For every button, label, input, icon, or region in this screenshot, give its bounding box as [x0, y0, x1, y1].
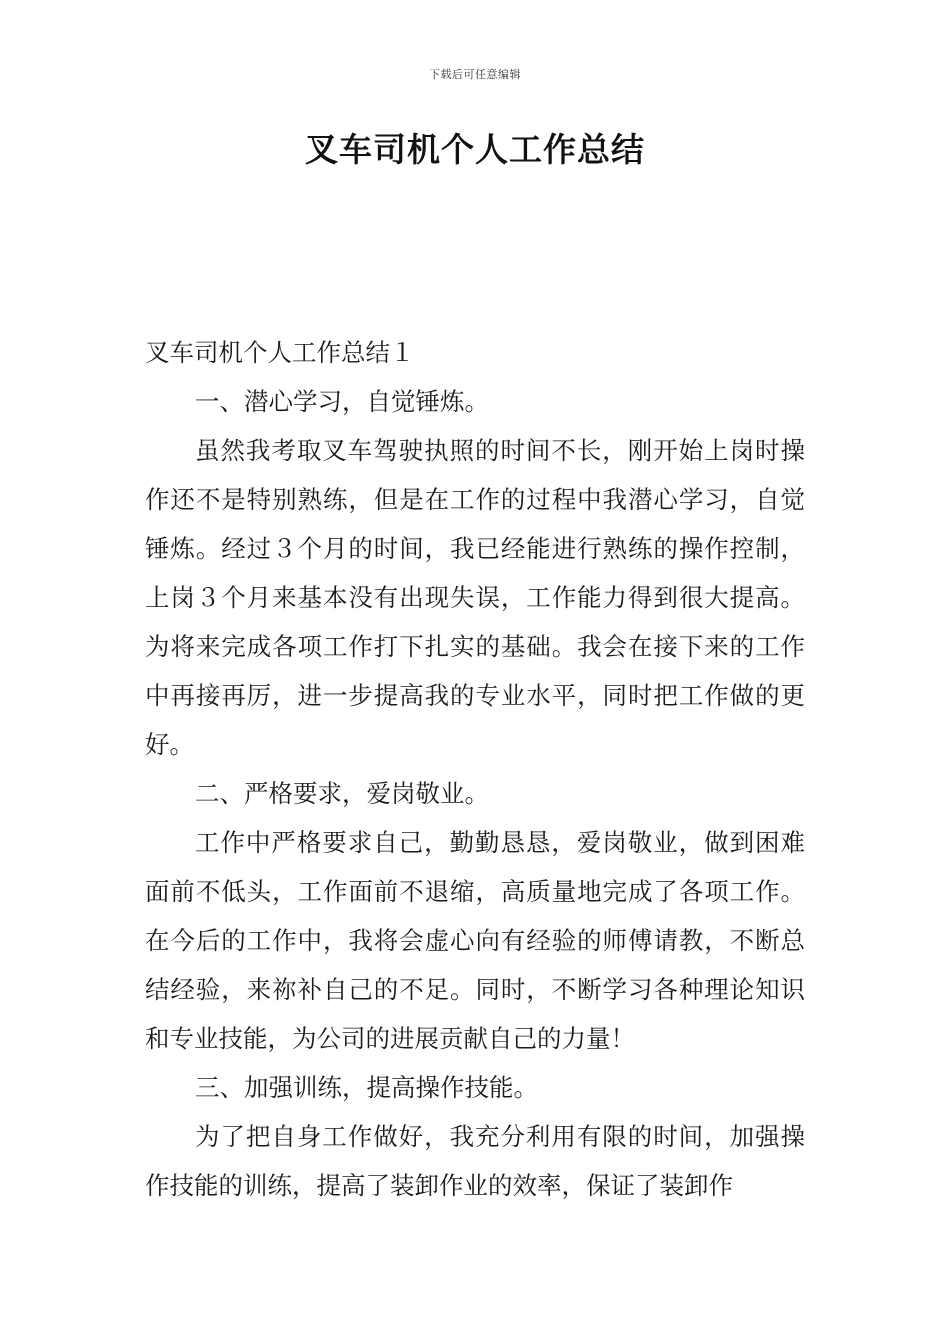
paragraph-3: 为了把自身工作做好，我充分利用有限的时间，加强操作技能的训练，提高了装卸作业的效率，保证了装卸作 [145, 1122, 805, 1200]
subheading-2: 二、严格要求，爱岗敬业。 [195, 779, 489, 808]
subheading-3: 三、加强训练，提高操作技能。 [195, 1073, 538, 1102]
paragraph-1: 虽然我考取叉车驾驶执照的时间不长，刚开始上岗时操作还不是特别熟练，但是在工作的过程中我潜心学习，自觉锤炼。经过３个月的时间，我已经能进行熟练的操作控制，上岗３个月来基本没有出现失误，工作能力得到很大提高。为将来完成各项工作打下扎实的基础。我会在接下来的工作中再接再厉，进一步提高我的专业水平，同时把工作做的更好。 [145, 436, 805, 759]
header-note: 下载后可任意编辑 [429, 68, 521, 81]
document-body [145, 328, 805, 1210]
document-title: 叉车司机个人工作总结 [305, 130, 645, 169]
subheading-1: 一、潜心学习，自觉锤炼。 [195, 387, 489, 416]
section-heading: 叉车司机个人工作总结１ [145, 338, 415, 367]
paragraph-2: 工作中严格要求自己，勤勤恳恳，爱岗敬业，做到困难面前不低头，工作面前不退缩，高质量地完成了各项工作。在今后的工作中，我将会虚心向有经验的师傅请教，不断总结经验，来祢补自己的不足。同时，不断学习各种理论知识和专业技能，为公司的进展贡献自己的力量！ [145, 828, 805, 1053]
